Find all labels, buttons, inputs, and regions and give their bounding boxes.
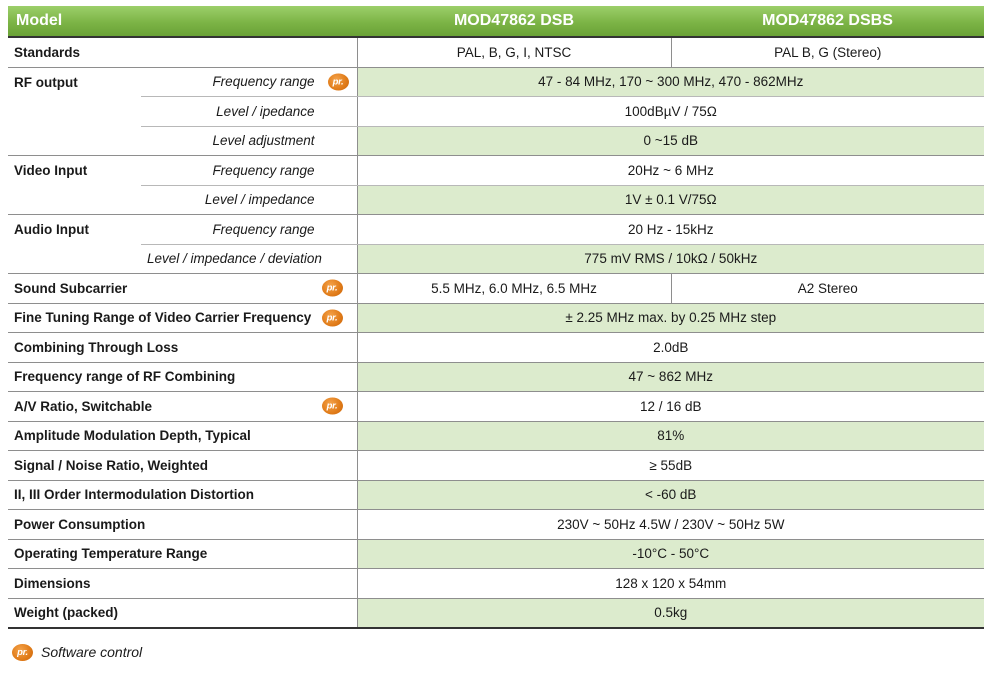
sub-label: Level / impedance / deviation xyxy=(141,244,357,274)
row-rf-frequency-range xyxy=(8,67,984,97)
row-combining-loss xyxy=(8,333,984,363)
row-label: Weight (packed) xyxy=(8,598,357,628)
row-label-text: Fine Tuning Range of Video Carrier Frequency xyxy=(14,310,312,326)
row-imd xyxy=(8,480,984,510)
row-label xyxy=(8,392,357,422)
value-shared: 20 Hz - 15kHz xyxy=(357,215,984,245)
row-audio-frequency-range xyxy=(8,215,984,245)
sub-label-text: Frequency range xyxy=(212,74,315,90)
spec-sheet xyxy=(8,6,984,660)
row-am-depth xyxy=(8,421,984,451)
sub-label: Frequency range xyxy=(141,156,357,186)
row-label: Combining Through Loss xyxy=(8,333,357,363)
row-dimensions xyxy=(8,569,984,599)
row-label-text: Sound Subcarrier xyxy=(14,280,128,296)
row-label: Signal / Noise Ratio, Weighted xyxy=(8,451,357,481)
row-label: Amplitude Modulation Depth, Typical xyxy=(8,421,357,451)
sub-label: Level adjustment xyxy=(141,126,357,156)
row-label: Power Consumption xyxy=(8,510,357,540)
legend xyxy=(12,642,142,662)
pr-badge-icon: pr. xyxy=(12,644,33,661)
value-shared: 12 / 16 dB xyxy=(357,392,984,422)
sub-label: Level / ipedance xyxy=(141,97,357,127)
value-dsbs: A2 Stereo xyxy=(671,274,984,304)
row-label: Dimensions xyxy=(8,569,357,599)
value-shared: 47 ~ 862 MHz xyxy=(357,362,984,392)
row-label: Standards xyxy=(8,37,357,67)
row-label xyxy=(8,303,357,333)
row-video-frequency-range xyxy=(8,156,984,186)
row-weight xyxy=(8,598,984,628)
row-label-text: A/V Ratio, Switchable xyxy=(14,398,153,414)
value-dsbs: PAL B, G (Stereo) xyxy=(671,37,984,67)
row-rf-level-impedance xyxy=(8,97,984,127)
value-shared: ≥ 55dB xyxy=(357,451,984,481)
row-fine-tuning xyxy=(8,303,984,333)
value-shared: 128 x 120 x 54mm xyxy=(357,569,984,599)
row-label: II, III Order Intermodulation Distortion xyxy=(8,480,357,510)
row-rf-level-adjustment xyxy=(8,126,984,156)
row-label: Operating Temperature Range xyxy=(8,539,357,569)
row-audio-level-impedance-deviation xyxy=(8,244,984,274)
pr-badge-icon: pr. xyxy=(322,309,343,326)
value-shared: 81% xyxy=(357,421,984,451)
value-shared: 230V ~ 50Hz 4.5W / 230V ~ 50Hz 5W xyxy=(357,510,984,540)
value-dsb: PAL, B, G, I, NTSC xyxy=(357,37,671,67)
row-video-level-impedance xyxy=(8,185,984,215)
row-snr xyxy=(8,451,984,481)
value-shared: 100dBµV / 75Ω xyxy=(357,97,984,127)
row-temperature xyxy=(8,539,984,569)
value-shared: < -60 dB xyxy=(357,480,984,510)
value-shared: 1V ± 0.1 V/75Ω xyxy=(357,185,984,215)
value-shared: 0.5kg xyxy=(357,598,984,628)
sub-label: Frequency range xyxy=(141,215,357,245)
sub-label: Level / impedance xyxy=(141,185,357,215)
sub-label xyxy=(141,67,357,97)
legend-text: Software control xyxy=(41,644,143,660)
value-shared: 775 mV RMS / 10kΩ / 50kHz xyxy=(357,244,984,274)
row-rf-combining xyxy=(8,362,984,392)
row-power xyxy=(8,510,984,540)
value-shared: 0 ~15 dB xyxy=(357,126,984,156)
pr-badge-icon: pr. xyxy=(322,398,343,415)
pr-badge-icon: pr. xyxy=(322,280,343,297)
header-model-dsbs: MOD47862 DSBS xyxy=(671,6,984,37)
table-header-row xyxy=(8,6,984,37)
row-standards xyxy=(8,37,984,67)
row-group-label: Audio Input xyxy=(8,215,141,274)
value-shared: ± 2.25 MHz max. by 0.25 MHz step xyxy=(357,303,984,333)
row-av-ratio xyxy=(8,392,984,422)
row-group-label: Video Input xyxy=(8,156,141,215)
pr-badge-icon: pr. xyxy=(328,73,349,90)
value-shared: 2.0dB xyxy=(357,333,984,363)
value-shared: 20Hz ~ 6 MHz xyxy=(357,156,984,186)
row-group-label: RF output xyxy=(8,67,141,156)
specifications-table xyxy=(8,6,984,629)
row-sound-subcarrier xyxy=(8,274,984,304)
row-label: Frequency range of RF Combining xyxy=(8,362,357,392)
value-dsb: 5.5 MHz, 6.0 MHz, 6.5 MHz xyxy=(357,274,671,304)
header-model-label: Model xyxy=(8,6,357,37)
row-label xyxy=(8,274,357,304)
header-model-dsb: MOD47862 DSB xyxy=(357,6,671,37)
value-shared: -10°C - 50°C xyxy=(357,539,984,569)
value-shared: 47 - 84 MHz, 170 ~ 300 MHz, 470 - 862MHz xyxy=(357,67,984,97)
